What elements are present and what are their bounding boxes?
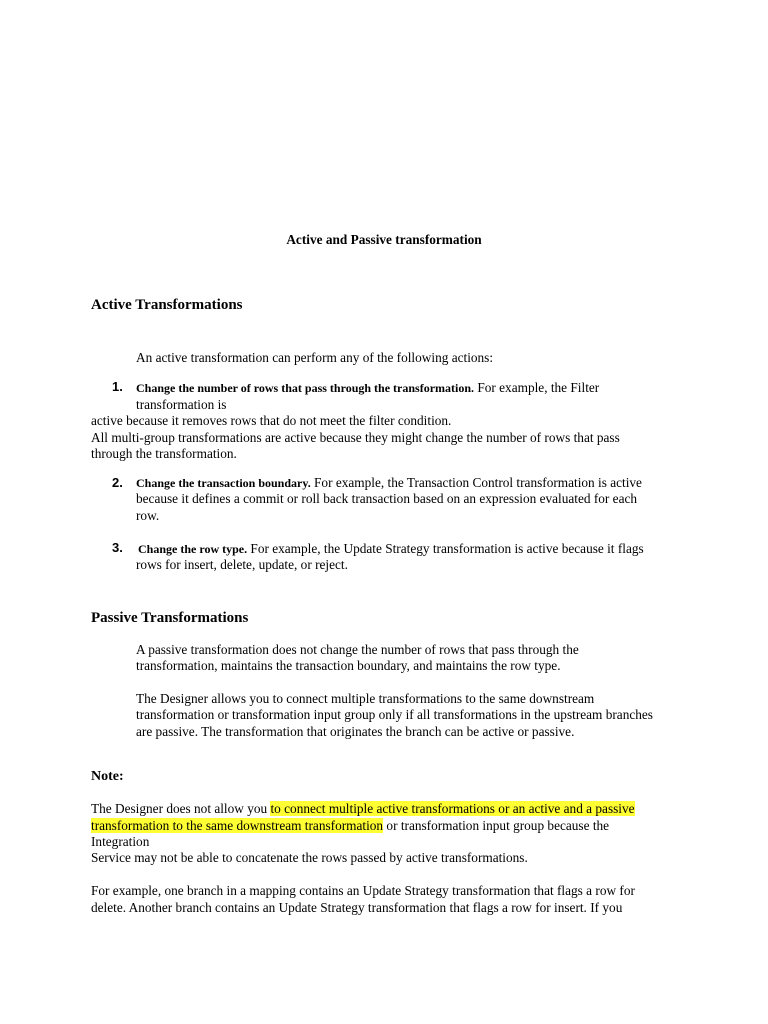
list-item-2-line-1 — [136, 475, 642, 492]
passive-p1-line-2: transformation, maintains the transaction boundary, and maintains the row type. — [136, 658, 561, 673]
list-item-3-line-2: rows for insert, delete, update, or reject. — [136, 557, 348, 572]
active-intro: An active transformation can perform any of the following actions: — [136, 350, 494, 365]
note-line-1-highlight: to connect multiple active transformations or an active and a passive — [270, 801, 635, 816]
list-item-1-bold: Change the number of rows that pass through the transformation. — [136, 381, 475, 395]
note-line-3: Integration — [91, 834, 150, 849]
passive-p2-line-3: are passive. The transformation that originates the branch can be active or passive. — [136, 724, 575, 739]
list-item-2-line-2: because it defines a commit or roll back transaction based on an expression evaluated for each — [136, 491, 638, 506]
note-line-1-plain: The Designer does not allow you — [91, 801, 271, 816]
list-item-1-line-2: transformation is — [136, 397, 227, 412]
note-p2-line-2: delete. Another branch contains an Update Strategy transformation that flags a row for insert. If you — [91, 900, 623, 915]
list-item-3-bold: Change the row type. — [138, 542, 248, 556]
list-item-2-bold: Change the transaction boundary. — [136, 476, 311, 490]
passive-p1-line-1: A passive transformation does not change the number of rows that pass through the — [136, 642, 579, 657]
list-item-3-text: For example, the Update Strategy transformation is active because it flags — [247, 541, 644, 556]
note-line-2-highlight: transformation to the same downstream transformation — [91, 818, 384, 833]
list-item-1-line-3: active because it removes rows that do not meet the filter condition. — [91, 413, 452, 428]
list-number-3: 3. — [112, 540, 123, 555]
list-item-2-text: For example, the Transaction Control transformation is active — [310, 475, 642, 490]
note-line-2-plain: or transformation input group because the — [383, 818, 610, 833]
list-item-3-line-1 — [138, 541, 644, 558]
list-item-1-text: For example, the Filter — [474, 380, 600, 395]
list-item-1-line-4: All multi-group transformations are active because they might change the number of rows that pass — [91, 430, 620, 445]
note-p2-line-1: For example, one branch in a mapping contains an Update Strategy transformation that flags a row for — [91, 883, 635, 898]
list-item-1-line-5: through the transformation. — [91, 446, 237, 461]
passive-p2-line-2: transformation or transformation input group only if all transformations in the upstream branches — [136, 707, 653, 722]
active-transformations-heading: Active Transformations — [91, 297, 243, 313]
list-item-1-line-1 — [136, 380, 599, 397]
list-number-2: 2. — [112, 475, 123, 490]
passive-transformations-heading: Passive Transformations — [91, 610, 249, 626]
passive-p2-line-1: The Designer allows you to connect multiple transformations to the same downstream — [136, 691, 595, 706]
note-line-1 — [91, 801, 635, 818]
list-item-2-line-3: row. — [136, 508, 160, 523]
note-line-4: Service may not be able to concatenate the rows passed by active transformations. — [91, 850, 528, 865]
note-line-2 — [91, 818, 609, 835]
document-title: Active and Passive transformation — [286, 232, 482, 247]
list-number-1: 1. — [112, 379, 123, 394]
note-heading: Note: — [91, 769, 124, 784]
